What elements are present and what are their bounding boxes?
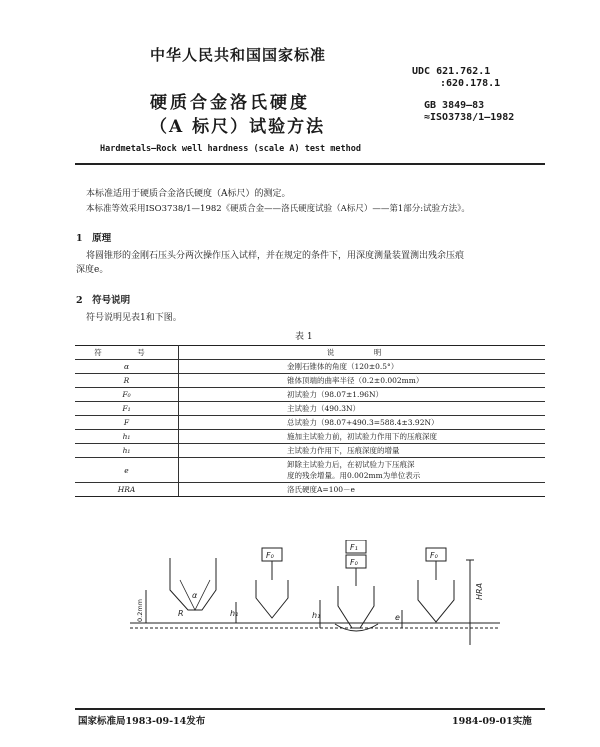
section1-heading: 1 原理 — [76, 233, 112, 244]
label-02mm: 0.2mm — [136, 598, 144, 622]
implementation-date: 1984-09-01实施 — [452, 716, 532, 727]
row-desc: 总试验力（98.07+490.3=588.4±3.92N） — [179, 416, 546, 430]
row-desc: 主试验力作用下，压痕深度的增量 — [179, 444, 546, 458]
udc-code-line1: UDC 621.762.1 — [412, 66, 491, 77]
symbol-table — [75, 345, 545, 497]
footer-rule — [75, 708, 545, 710]
row-desc-line2: 度的残余增量。用0.002mm为单位表示 — [287, 471, 421, 480]
table-row — [75, 416, 545, 430]
label-f0-a: F₀ — [266, 551, 274, 560]
document-title-line1: 硬质合金洛氏硬度 — [150, 93, 310, 113]
english-title: Hardmetals—Rock well hardness (scale A) test method — [100, 144, 361, 154]
row-symbol: h₁ — [75, 444, 179, 458]
row-desc: 主试验力（490.3N） — [179, 402, 546, 416]
indenter-1-outline — [256, 580, 288, 618]
indentation-diagram — [110, 540, 510, 670]
row-desc: 金刚石锥体的角度（120±0.5°） — [179, 360, 546, 374]
indenter-reference-outline — [170, 558, 216, 610]
section1-para-line2: 深度e。 — [76, 265, 109, 275]
iso-reference: ≈ISO3738/1—1982 — [424, 112, 515, 123]
section1-para-line1: 将圆锥形的金刚石压头分两次操作压入试样，并在规定的条件下，用深度测量装置测出残余压痕 — [86, 251, 465, 261]
header-rule — [75, 163, 545, 165]
row-desc: 锥体顶端的曲率半径（0.2±0.002mm） — [179, 374, 546, 388]
row-symbol: R — [75, 374, 179, 388]
label-alpha: α — [192, 591, 198, 600]
row-symbol: F₀ — [75, 388, 179, 402]
section2-para: 符号说明见表1和下图。 — [86, 313, 182, 323]
row-desc: 洛氏硬度A=100－e — [179, 483, 546, 497]
col-symbol-header: 符 号 — [75, 346, 179, 360]
document-title-line2: （A 标尺）试验方法 — [150, 117, 326, 137]
table-row — [75, 483, 545, 497]
gb-number: GB 3849—83 — [424, 100, 485, 111]
indenter-3-outline — [418, 580, 454, 622]
intro-line1: 本标准适用于硬质合金洛氏硬度（A标尺）的测定。 — [86, 189, 291, 199]
indenter-2-outline — [338, 586, 374, 628]
table-row — [75, 388, 545, 402]
label-h1-second: h₁ — [312, 611, 321, 620]
row-symbol: F₁ — [75, 402, 179, 416]
section2-heading: 2 符号说明 — [76, 295, 131, 306]
table-row — [75, 374, 545, 388]
label-f0-c: F₀ — [430, 551, 438, 560]
row-desc: 施加主试验力前，初试验力作用下的压痕深度 — [179, 430, 546, 444]
table-row — [75, 458, 545, 483]
row-symbol: h₁ — [75, 430, 179, 444]
row-desc-line1: 卸除主试验力后，在初试验力下压痕深 — [287, 460, 415, 469]
row-symbol: α — [75, 360, 179, 374]
table-row — [75, 430, 545, 444]
table-row — [75, 444, 545, 458]
label-hra: HRA — [475, 582, 484, 600]
intro-line2: 本标准等效采用ISO3738/1—1982《硬质合金——洛氏硬度试验（A标尺）——第1部分:试验方法》。 — [86, 204, 470, 214]
col-desc-header: 说 明 — [179, 346, 546, 360]
label-e: e — [395, 613, 400, 622]
row-symbol: e — [75, 458, 179, 483]
label-radius: R — [178, 609, 184, 618]
table-row — [75, 402, 545, 416]
national-standard-heading: 中华人民共和国国家标准 — [150, 46, 327, 64]
row-desc: 初试验力（98.07±1.96N） — [179, 388, 546, 402]
udc-code-line2: :620.178.1 — [440, 78, 501, 89]
row-symbol: HRA — [75, 483, 179, 497]
row-desc — [179, 458, 546, 483]
table-header-row — [75, 346, 545, 360]
row-symbol: F — [75, 416, 179, 430]
label-h1: h₁ — [230, 609, 239, 618]
label-f1: F₁ — [350, 543, 358, 552]
table1-caption: 表 1 — [295, 332, 313, 342]
label-f0-b: F₀ — [350, 558, 358, 567]
table-row — [75, 360, 545, 374]
issue-date: 国家标准局1983-09-14发布 — [78, 716, 206, 727]
